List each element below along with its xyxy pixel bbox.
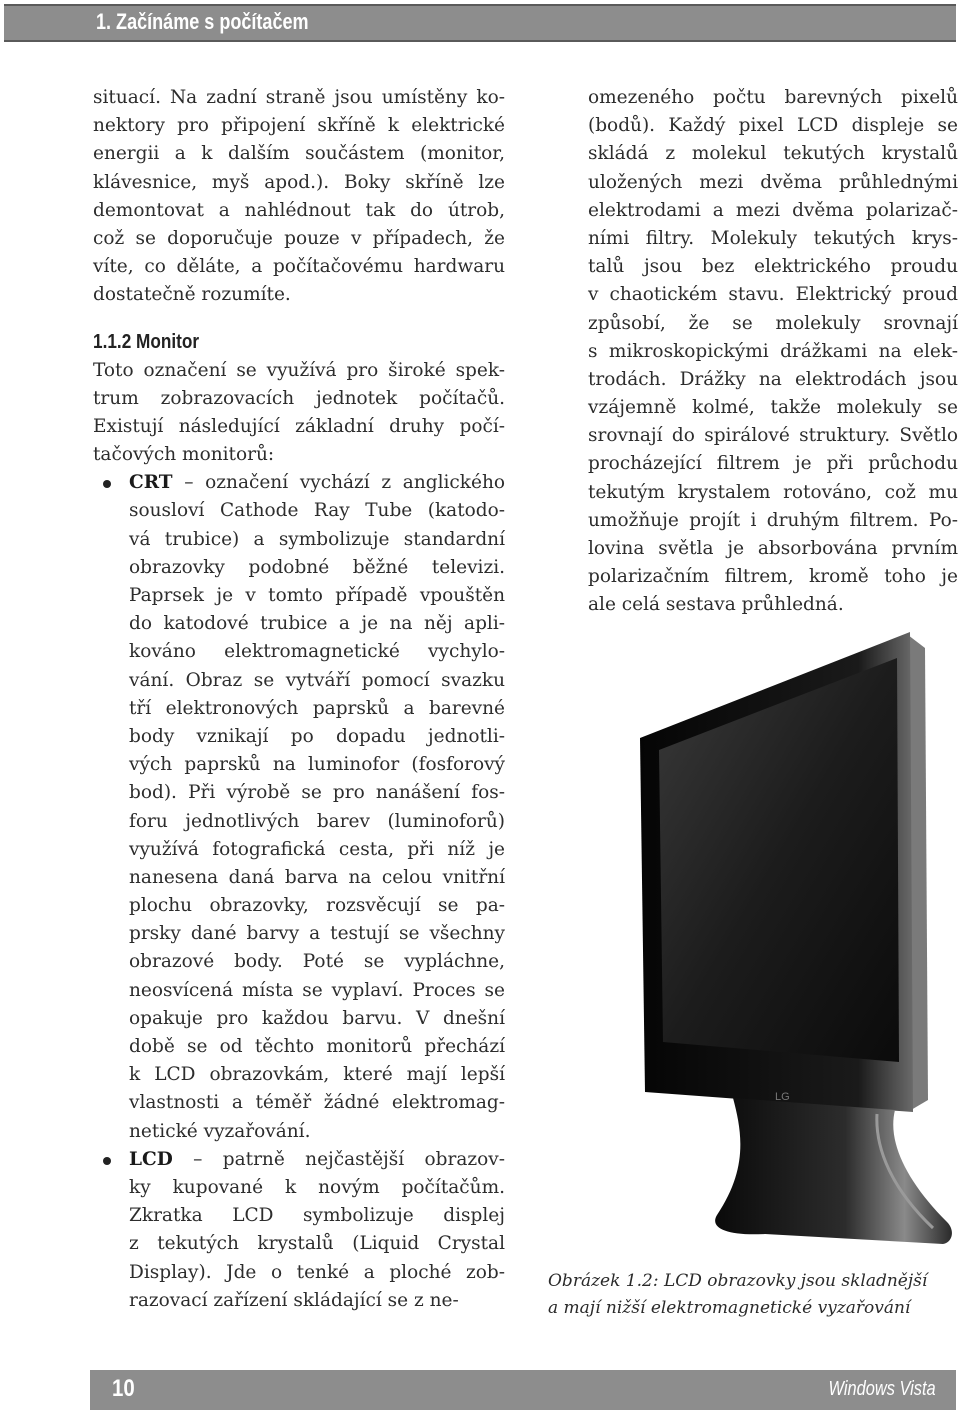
right-line: způsobí, že se molekuly srovnají — [588, 312, 958, 334]
intro-line: klávesnice, myš apod.). Boky skříně lze — [93, 171, 505, 193]
intro-line: demontovat a nahlédnout tak do útrob, — [93, 199, 505, 221]
bullet-line: k LCD obrazovkám, které mají lepší — [129, 1064, 505, 1086]
bullet-line: opakuje pro každou barvu. V dnešní — [129, 1007, 505, 1029]
bullet-line: kováno elektromagnetické vychylo- — [129, 641, 505, 663]
bullet-first-line — [129, 1146, 505, 1174]
bullet-line: Display). Jde o tenké a ploché zob- — [129, 1261, 505, 1283]
bullet-line: bod). Při výrobě se pro nanášení fos- — [129, 782, 505, 804]
bullet-line: obrazovky podobné běžné televizi. — [129, 556, 505, 578]
page-number: 10 — [112, 1375, 135, 1402]
right-line: tekutým krystalem rotováno, což mu — [588, 481, 958, 503]
chapter-header-bar — [4, 4, 956, 42]
bullet-line: razovací zařízení skládající se z ne- — [129, 1289, 459, 1311]
intro-line: nektory pro připojení skříně k elektrické — [93, 115, 505, 137]
right-column-paragraph — [588, 84, 958, 620]
bullet-item-crt — [93, 469, 505, 1146]
right-line: lovina světla je absorbována prvním — [588, 538, 958, 559]
right-line: uložených mezi dvěma průhlednými — [588, 171, 958, 193]
intro-line: což se doporučuje pouze v případech, že — [93, 227, 505, 249]
bullet-term: CRT — [129, 472, 173, 494]
bullet-dot-icon — [103, 480, 111, 488]
right-line: (bodů). Každý pixel LCD displeje se — [588, 115, 958, 137]
section-line: Existují následující základní druhy počí- — [93, 415, 505, 437]
lg-logo: LG — [775, 1091, 790, 1103]
book-title: Windows Vista — [828, 1378, 936, 1400]
section-line: Toto označení se využívá pro široké spek- — [93, 359, 505, 381]
bullet-line: body vznikají po dopadu jednotli- — [129, 725, 505, 747]
right-line: elektrodami a mezi dvěma polarizač- — [588, 199, 958, 221]
intro-paragraph — [93, 84, 505, 310]
bullet-line: vých paprsků na luminofor (fosforový — [129, 754, 505, 776]
right-line: omezeného počtu barevných pixelů — [588, 87, 958, 108]
bullet-line: plochu obrazovky, rozsvěcují se pa- — [129, 895, 505, 917]
bullet-line: z tekutých krystalů (Liquid Crystal — [129, 1233, 505, 1255]
bullet-term: LCD — [129, 1148, 173, 1170]
right-line: s mikroskopickými drážkami na elek- — [588, 340, 958, 362]
bullet-line: vlastnosti a téměř žádné elektromag- — [129, 1092, 505, 1114]
right-line: ními filtry. Molekuly tekutých krys- — [588, 227, 958, 249]
bullet-first-rest: – označení vychází z anglického — [172, 472, 505, 494]
intro-line: víte, co děláte, a počítačovému hardwaru — [93, 256, 505, 278]
right-line: ale celá sestava průhledná. — [588, 594, 844, 616]
lcd-monitor-illustration — [625, 630, 955, 1270]
bullet-line: Paprsek je v tomto případě vpouštěn — [129, 585, 505, 606]
figure-caption — [548, 1268, 948, 1322]
right-line: procházející filtrem je při průchodu — [588, 453, 958, 475]
caption-line-1: Obrázek 1.2: LCD obrazovky jsou skladnější — [548, 1271, 928, 1291]
section-title: 1.1.2 Monitor — [93, 330, 200, 353]
bullet-line: foru jednotlivých barev (luminoforů) — [129, 810, 505, 832]
bullet-line: prsky dané barvy a testují se všechny — [129, 923, 505, 945]
caption-line-2: a mají nižší elektromagnetické vyzařování — [548, 1298, 911, 1318]
bullet-line: neosvícená místa se vyplaví. Proces se — [129, 979, 505, 1001]
intro-line: dostatečně rozumíte. — [93, 284, 291, 306]
bullet-dot-icon — [103, 1157, 111, 1165]
right-line: polarizačním filtrem, kromě toho je — [588, 566, 958, 588]
right-line: trodách. Drážky na elektrodách jsou — [588, 368, 958, 390]
right-line: skládá z molekul tekutých krystalů — [588, 143, 958, 165]
section-line: trum zobrazovacích jednotek počítačů. — [93, 387, 505, 409]
right-line: vzájemně kolmé, takže molekuly se — [588, 397, 958, 419]
bullet-line: tří elektronových paprsků a barevné — [129, 697, 505, 719]
bullet-line: obrazové body. Poté se vypláchne, — [129, 951, 505, 973]
bullet-line: sousloví Cathode Ray Tube (katodo- — [129, 500, 505, 522]
left-column — [93, 84, 505, 1315]
bullet-line: netické vyzařování. — [129, 1120, 311, 1142]
chapter-title: 1. Začínáme s počítačem — [96, 9, 309, 34]
bullet-line: nanesena daná barva na celou vnitřní — [129, 866, 505, 888]
bullet-line: využívá fotografická cesta, při níž je — [129, 838, 505, 860]
page-footer-bar — [90, 1370, 956, 1410]
intro-line: situací. Na zadní straně jsou umístěny ko- — [93, 87, 505, 108]
section-line: tačových monitorů: — [93, 444, 275, 466]
bullet-line: vá trubice) a symbolizuje standardní — [129, 528, 505, 550]
bullet-line: době se od těchto monitorů přechází — [129, 1036, 505, 1057]
bullet-line: ky kupované k novým počítačům. — [129, 1176, 505, 1198]
bullet-line: do katodové trubice a je na něj apli- — [129, 613, 505, 635]
bullet-line: vání. Obraz se vytváří pomocí svazku — [129, 669, 505, 691]
bullet-first-line — [129, 469, 505, 497]
right-line: v chaotickém stavu. Elektrický proud — [588, 284, 958, 306]
monitor-stand — [715, 1098, 952, 1244]
right-column — [588, 84, 958, 620]
right-line: umožňuje projít i druhým filtrem. Po- — [588, 509, 958, 531]
section-paragraph — [93, 357, 505, 470]
intro-line: energii a k dalším součástem (monitor, — [93, 143, 505, 165]
right-line: talů jsou bez elektrického proudu — [588, 256, 958, 278]
bullet-first-rest: – patrně nejčastější obrazov- — [172, 1148, 505, 1170]
bullet-item-lcd — [93, 1146, 505, 1315]
bullet-list — [93, 469, 505, 1315]
bullet-line: Zkratka LCD symbolizuje displej — [129, 1205, 505, 1227]
lcd-monitor-figure — [625, 630, 955, 1270]
right-line: srovnají do spirálové struktury. Světlo — [588, 425, 958, 447]
